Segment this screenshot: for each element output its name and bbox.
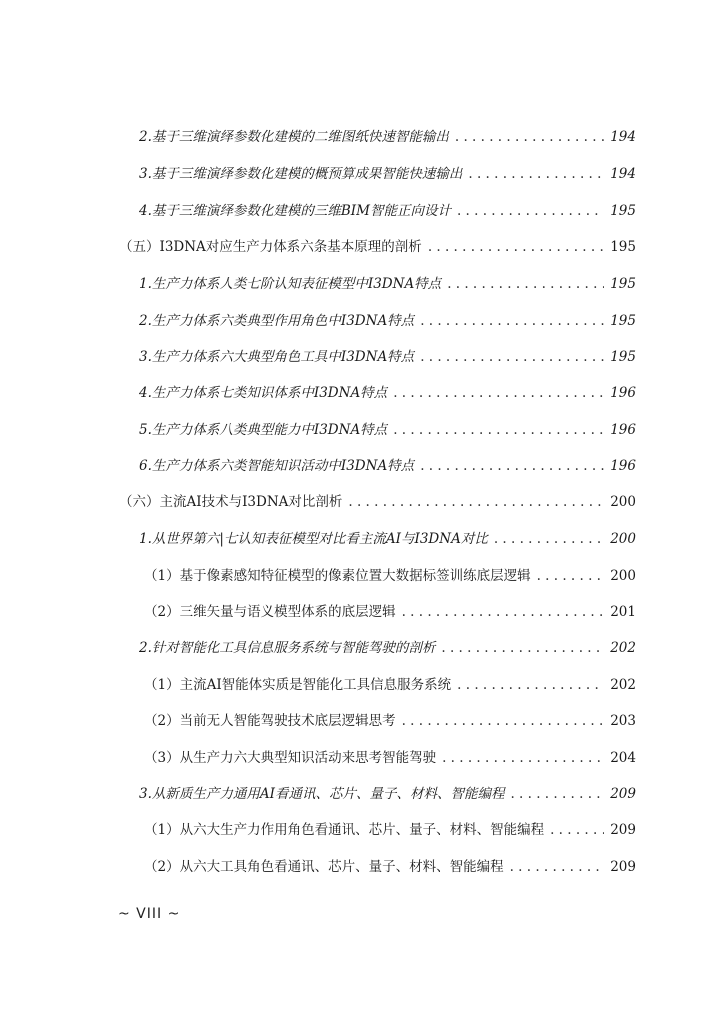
toc-entry[interactable] bbox=[139, 783, 636, 805]
toc-entry-title: 3.生产力体系六大典型角色工具中I3DNA特点 bbox=[139, 349, 415, 365]
dot-leader bbox=[510, 856, 605, 878]
toc-entry-title: 3.基于三维演绎参数化建模的概预算成果智能快速输出 bbox=[139, 166, 463, 182]
dot-leader bbox=[428, 236, 604, 258]
toc-entry-title: 2.基于三维演绎参数化建模的二维图纸快速智能输出 bbox=[139, 129, 449, 145]
toc-entry-page: 202 bbox=[610, 677, 636, 693]
toc-entry-title: 1.从世界第六|七认知表征模型对比看主流AI与I3DNA对比 bbox=[139, 531, 488, 547]
dot-leader bbox=[420, 310, 604, 332]
toc-entry[interactable] bbox=[139, 126, 636, 148]
toc-subentry[interactable] bbox=[144, 565, 636, 587]
toc-entry-page: 195 bbox=[610, 313, 636, 329]
toc-entry-page: 196 bbox=[610, 422, 636, 438]
toc-subentry[interactable] bbox=[144, 601, 636, 623]
toc-entry[interactable] bbox=[139, 200, 636, 222]
toc-entry-title: 6.生产力体系六类智能知识活动中I3DNA特点 bbox=[139, 458, 415, 474]
dot-leader bbox=[550, 819, 604, 841]
toc-entry-page: 200 bbox=[610, 568, 636, 584]
dot-leader bbox=[468, 163, 604, 185]
toc-entry-page: 196 bbox=[610, 385, 636, 401]
toc-entry[interactable] bbox=[139, 163, 636, 185]
dot-leader bbox=[420, 455, 604, 477]
dot-leader bbox=[393, 382, 604, 404]
dot-leader bbox=[537, 565, 605, 587]
toc-entry-page: 200 bbox=[610, 531, 636, 547]
dot-leader bbox=[457, 674, 604, 696]
toc-entry-title: 2.生产力体系六类典型作用角色中I3DNA特点 bbox=[139, 313, 415, 329]
toc-entry[interactable] bbox=[139, 273, 636, 295]
dot-leader bbox=[348, 491, 604, 513]
dot-leader bbox=[442, 747, 604, 769]
toc-entry-title: 1.生产力体系人类七阶认知表征模型中I3DNA特点 bbox=[139, 276, 442, 292]
toc-subentry[interactable] bbox=[144, 819, 636, 841]
dot-leader bbox=[441, 637, 604, 659]
toc-entry[interactable] bbox=[139, 346, 636, 368]
toc-entry-title: 2.针对智能化工具信息服务系统与智能驾驶的剖析 bbox=[139, 640, 436, 656]
toc-entry-title: （五）I3DNA对应生产力体系六条基本原理的剖析 bbox=[119, 239, 422, 255]
toc-entry-title: 3.从新质生产力通用AI看通讯、芯片、量子、材料、智能编程 bbox=[139, 786, 505, 802]
toc-entry-page: 194 bbox=[610, 129, 636, 145]
toc-entry-title: （1）从六大生产力作用角色看通讯、芯片、量子、材料、智能编程 bbox=[144, 822, 545, 838]
toc-entry-page: 196 bbox=[610, 458, 636, 474]
toc-entry[interactable] bbox=[139, 310, 636, 332]
toc-section-entry[interactable] bbox=[119, 236, 636, 258]
toc-entry[interactable] bbox=[139, 637, 636, 659]
toc-entry[interactable] bbox=[139, 419, 636, 441]
page-number-footer: ~ VIII ~ bbox=[118, 906, 181, 922]
toc-entry[interactable] bbox=[139, 528, 636, 550]
toc-entry-page: 202 bbox=[610, 640, 636, 656]
dot-leader bbox=[494, 528, 604, 550]
toc-entry-title: 4.基于三维演绎参数化建模的三维BIM智能正向设计 bbox=[139, 203, 451, 219]
toc-entry-title: （2）从六大工具角色看通讯、芯片、量子、材料、智能编程 bbox=[144, 859, 504, 875]
dot-leader bbox=[402, 601, 605, 623]
toc-entry-page: 209 bbox=[610, 822, 636, 838]
toc-entry-title: （3）从生产力六大典型知识活动来思考智能驾驶 bbox=[144, 750, 437, 766]
toc-entry-page: 200 bbox=[610, 494, 636, 510]
toc-entry-title: （2）三维矢量与语义模型体系的底层逻辑 bbox=[144, 604, 396, 620]
toc-subentry[interactable] bbox=[144, 747, 636, 769]
toc-entry-title: 4.生产力体系七类知识体系中I3DNA特点 bbox=[139, 385, 388, 401]
toc-entry-title: （1）基于像素感知特征模型的像素位置大数据标签训练底层逻辑 bbox=[144, 568, 531, 584]
toc-entry[interactable] bbox=[139, 382, 636, 404]
toc-entry-title: （2）当前无人智能驾驶技术底层逻辑思考 bbox=[144, 713, 396, 729]
toc-entry-page: 194 bbox=[610, 166, 636, 182]
toc-entry-page: 209 bbox=[610, 859, 636, 875]
toc-entry[interactable] bbox=[139, 455, 636, 477]
dot-leader bbox=[420, 346, 604, 368]
toc-entry-page: 201 bbox=[610, 604, 636, 620]
toc-entry-page: 203 bbox=[610, 713, 636, 729]
toc-entry-title: （1）主流AI智能体实质是智能化工具信息服务系统 bbox=[144, 677, 452, 693]
toc-entry-title: 5.生产力体系八类典型能力中I3DNA特点 bbox=[139, 422, 388, 438]
dot-leader bbox=[447, 273, 604, 295]
dot-leader bbox=[393, 419, 604, 441]
toc-subentry[interactable] bbox=[144, 674, 636, 696]
toc-subentry[interactable] bbox=[144, 856, 636, 878]
toc-subentry[interactable] bbox=[144, 710, 636, 732]
toc-entry-page: 195 bbox=[610, 276, 636, 292]
toc-entry-page: 195 bbox=[610, 203, 636, 219]
toc-section-entry[interactable] bbox=[119, 491, 636, 513]
dot-leader bbox=[457, 200, 604, 222]
toc-entry-title: （六）主流AI技术与I3DNA对比剖析 bbox=[119, 494, 343, 510]
dot-leader bbox=[510, 783, 604, 805]
toc-entry-page: 195 bbox=[610, 239, 636, 255]
dot-leader bbox=[455, 126, 604, 148]
toc-entry-page: 195 bbox=[610, 349, 636, 365]
toc-entry-page: 204 bbox=[610, 750, 636, 766]
toc-entry-page: 209 bbox=[610, 786, 636, 802]
dot-leader bbox=[402, 710, 605, 732]
